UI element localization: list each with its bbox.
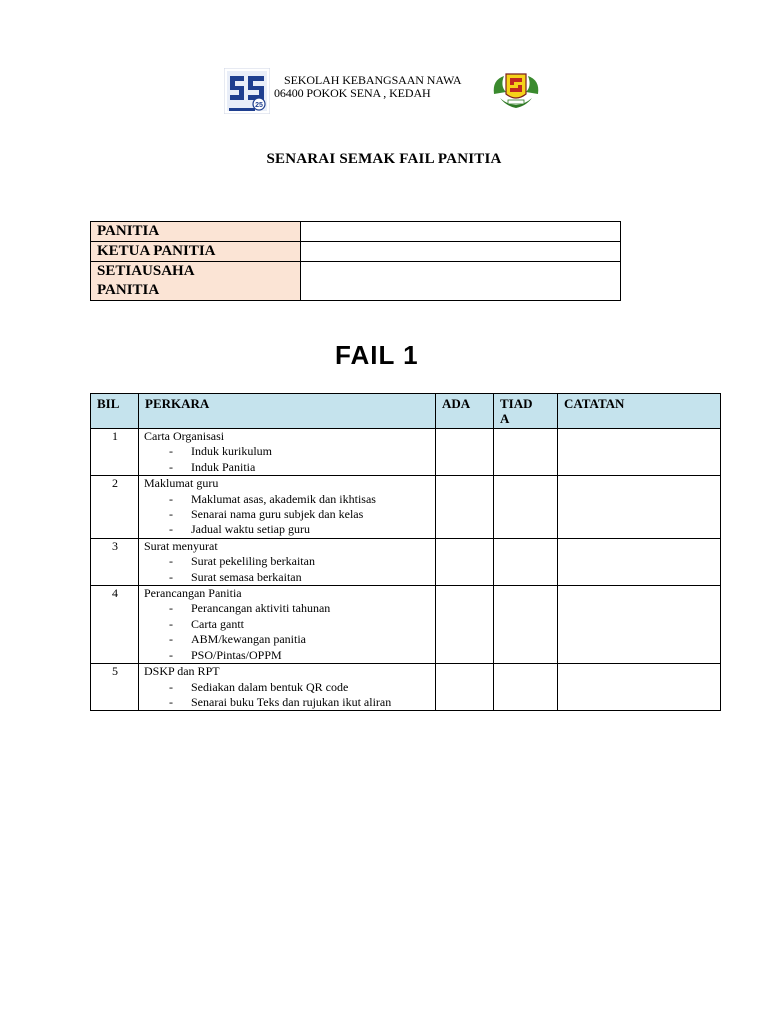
row-bil: 1 — [91, 429, 139, 476]
dash-bullet: - — [169, 616, 173, 631]
sub-item: - Senarai buku Teks dan rujukan ikut aliran — [169, 694, 392, 709]
table-row — [91, 476, 721, 539]
row-tiada-cell[interactable] — [494, 664, 558, 711]
dash-bullet: - — [169, 679, 173, 694]
row-ada-cell[interactable] — [436, 476, 494, 539]
info-row-ketua — [91, 242, 621, 262]
dash-bullet: - — [169, 601, 173, 616]
header-tiada-line: A — [500, 411, 510, 426]
dash-bullet: - — [169, 647, 173, 662]
table-row — [91, 664, 721, 711]
row-item: Surat menyurat — [144, 538, 218, 553]
row-tiada-cell[interactable] — [494, 538, 558, 585]
svg-text:25: 25 — [255, 102, 263, 109]
row-perkara — [139, 586, 436, 664]
info-label — [91, 262, 301, 301]
row-tiada-cell[interactable] — [494, 586, 558, 664]
row-perkara — [139, 664, 436, 711]
info-value — [301, 262, 621, 301]
checklist-table — [90, 393, 721, 711]
row-perkara — [139, 476, 436, 539]
info-row-setiausaha — [91, 262, 621, 301]
fail-title: FAIL 1 — [335, 340, 419, 370]
info-row-panitia — [91, 222, 621, 242]
sub-item: - Senarai nama guru subjek dan kelas — [169, 507, 364, 522]
info-label-line: PANITIA — [97, 282, 160, 298]
dash-bullet: - — [169, 507, 173, 522]
sub-item: - ABM/kewangan panitia — [169, 632, 306, 647]
row-tiada-cell[interactable] — [494, 429, 558, 476]
school-address: 06400 POKOK SENA , KEDAH — [274, 86, 431, 100]
sub-item: - Induk kurikulum — [169, 444, 272, 459]
dash-bullet: - — [169, 694, 173, 709]
school-name: SEKOLAH KEBANGSAAN NAWA — [284, 73, 462, 87]
sub-item: - Surat semasa berkaitan — [169, 569, 302, 584]
sub-item: - Jadual waktu setiap guru — [169, 522, 310, 537]
row-catatan-cell[interactable] — [558, 538, 721, 585]
row-catatan-cell[interactable] — [558, 476, 721, 539]
sub-item: - Carta gantt — [169, 616, 244, 631]
header-ada: ADA — [436, 394, 494, 429]
sub-item: - PSO/Pintas/OPPM — [169, 647, 282, 662]
header-tiada — [494, 394, 558, 429]
dash-bullet: - — [169, 554, 173, 569]
row-bil: 2 — [91, 476, 139, 539]
checklist-header-row — [91, 394, 721, 429]
info-value — [301, 222, 621, 242]
row-ada-cell[interactable] — [436, 429, 494, 476]
sub-item: - Maklumat asas, akademik dan ikhtisas — [169, 491, 376, 506]
row-bil: 4 — [91, 586, 139, 664]
row-ada-cell[interactable] — [436, 538, 494, 585]
dash-bullet: - — [169, 444, 173, 459]
row-perkara — [139, 538, 436, 585]
table-row — [91, 586, 721, 664]
row-ada-cell[interactable] — [436, 664, 494, 711]
panitia-info-table — [90, 221, 621, 301]
row-ada-cell[interactable] — [436, 586, 494, 664]
row-item: Carta Organisasi — [144, 429, 225, 443]
dash-bullet: - — [169, 632, 173, 647]
info-label: PANITIA — [91, 222, 301, 242]
row-tiada-cell[interactable] — [494, 476, 558, 539]
sub-item: - Perancangan aktiviti tahunan — [169, 601, 331, 616]
info-value — [301, 242, 621, 262]
document-title: SENARAI SEMAK FAIL PANITIA — [266, 151, 502, 167]
header-tiada-line: TIAD — [500, 396, 533, 411]
row-item: DSKP dan RPT — [144, 664, 220, 679]
school-crest-logo — [224, 68, 270, 114]
dash-bullet: - — [169, 459, 173, 474]
dash-bullet: - — [169, 491, 173, 506]
sub-item: - Induk Panitia — [169, 459, 256, 474]
row-item: Maklumat guru — [144, 476, 219, 491]
sub-item: - Sediakan dalam bentuk QR code — [169, 679, 349, 694]
header-perkara: PERKARA — [139, 394, 436, 429]
row-bil: 3 — [91, 538, 139, 585]
info-label-line: SETIAUSAHA — [97, 263, 195, 279]
header-bil: BIL — [91, 394, 139, 429]
table-row — [91, 429, 721, 476]
row-bil: 5 — [91, 664, 139, 711]
dash-bullet: - — [169, 569, 173, 584]
dash-bullet: - — [169, 522, 173, 537]
row-item: Perancangan Panitia — [144, 586, 242, 601]
row-perkara — [139, 429, 436, 476]
ministry-emblem-logo — [490, 68, 542, 112]
header-catatan: CATATAN — [558, 394, 721, 429]
info-label: KETUA PANITIA — [91, 242, 301, 262]
row-catatan-cell[interactable] — [558, 429, 721, 476]
row-catatan-cell[interactable] — [558, 586, 721, 664]
sub-item: - Surat pekeliling berkaitan — [169, 554, 315, 569]
row-catatan-cell[interactable] — [558, 664, 721, 711]
table-row — [91, 538, 721, 585]
